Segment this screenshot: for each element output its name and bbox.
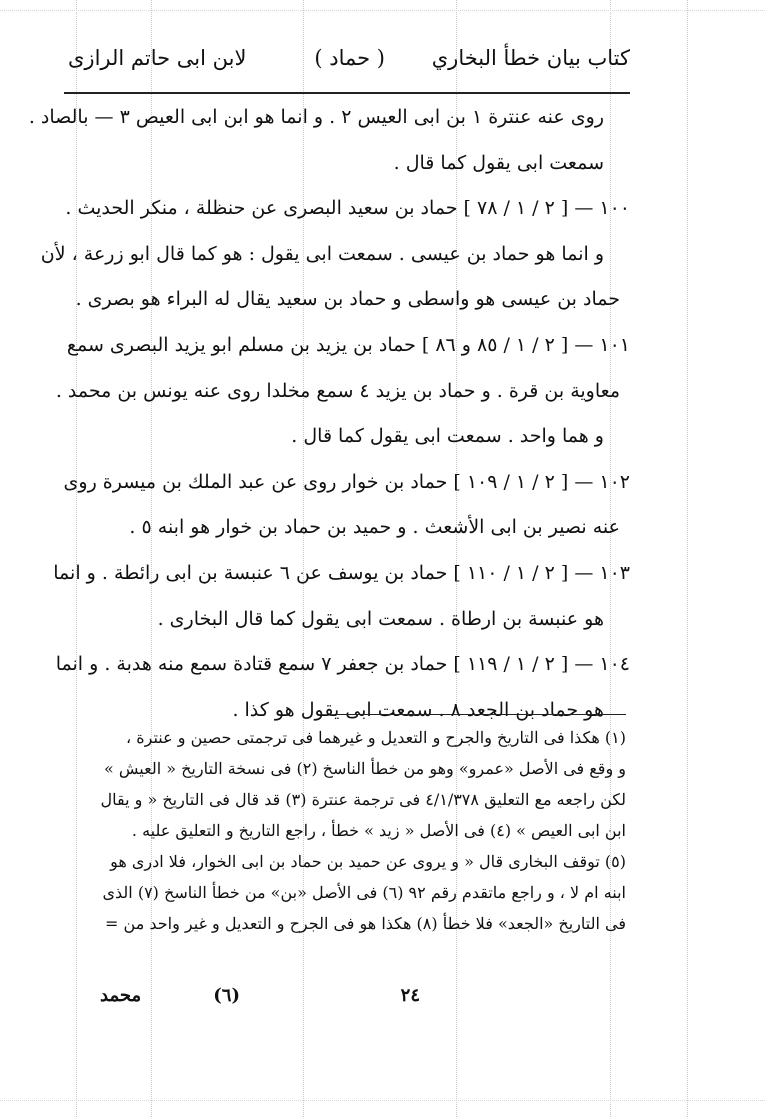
page-footer [100, 985, 530, 1019]
header-rule [64, 92, 630, 94]
entry-line: ١٠٤ — [ ٢ / ١ / ١١٩ ] حماد بن جعفر ٧ سمع قتادة سمع منه هدبة . و انما [55, 653, 630, 676]
text-line: هو حماد بن الجعد ٨ . سمعت ابى يقول هو كذا . [232, 698, 604, 721]
text-line: معاوية بن قرة . و حماد بن يزيد ٤ سمع مخلدا روى عنه يونس بن محمد . [55, 379, 620, 402]
signature-mark: (٦) [213, 985, 240, 1006]
footnote-line: (١) هكذا فى التاريخ والجرح و التعديل و غيرهما فى ترجمتى حصين و عنترة ، [126, 728, 626, 747]
footnote-line: ابنه ام لا ، و راجع ماتقدم رقم ٩٢ (٦) فى الأصل «بن» من خطأ الناسخ (٧) الذى [102, 883, 626, 902]
page-number: ٢٤ [400, 985, 420, 1006]
footnote-line: فى التاريخ «الجعد» فلا خطأ (٨) هكذا هو فى الجرح و التعديل و غير واحد من = [105, 914, 626, 933]
text-line: و هما واحد . سمعت ابى يقول كما قال . [291, 425, 604, 448]
entry-line: ١٠٣ — [ ٢ / ١ / ١١٠ ] حماد بن يوسف عن ٦ عنبسة بن ابى رائطة . و انما [53, 561, 630, 584]
text-line: و انما هو حماد بن عيسى . سمعت ابى يقول : هو كما قال ابو زرعة ، لأن [40, 242, 604, 265]
footnote-line: (٥) توقف البخارى قال « و يروى عن حميد بن حماد بن ابى الخوار، فلا ادرى هو [110, 852, 626, 871]
text-line: روى عنه عنترة ١ بن ابى العيس ٢ . و انما هو ابن ابى العيص ٣ — بالصاد . [28, 106, 604, 128]
text-line: حماد بن عيسى هو واسطى و حماد بن سعيد يقال له البراء هو بصرى . [75, 288, 620, 311]
guide-line [687, 0, 688, 1117]
footer-name: محمد [100, 985, 142, 1006]
section-label: ( حماد ) [314, 46, 385, 70]
entry-line: ١٠٢ — [ ٢ / ١ / ١٠٩ ] حماد بن خوار روى عن عبد الملك بن ميسرة روى [63, 470, 630, 493]
footnote-rule [336, 714, 626, 715]
book-title: كتاب بيان خطأ البخاري [431, 46, 630, 70]
footnotes [88, 722, 626, 939]
text-line: سمعت ابى يقول كما قال . [393, 151, 604, 174]
main-text [28, 95, 630, 733]
text-line: هو عنبسة بن ارطاة . سمعت ابى يقول كما قال البخارى . [157, 607, 604, 630]
footnote-line: و وقع فى الأصل «عمرو» وهو من خطأ الناسخ (٢) فى نسخة التاريخ « العيش » [104, 759, 626, 778]
guide-line [0, 1100, 765, 1101]
guide-line [0, 10, 765, 11]
footnote-line: ابن ابى العيص » (٤) فى الأصل « زيد » خطأ ، راجع التاريخ و التعليق عليه . [131, 821, 626, 840]
footnote-line: لكن راجعه مع التعليق ٤/١/٣٧٨ فى ترجمة عنترة (٣) قد قال فى التاريخ « و يقال [100, 790, 626, 809]
running-header [60, 38, 630, 80]
entry-line: ١٠٠ — [ ٢ / ١ / ٧٨ ] حماد بن سعيد البصرى عن حنظلة ، منكر الحديث . [65, 197, 630, 220]
text-line: عنه نصير بن ابى الأشعث . و حميد بن حماد بن خوار هو ابنه ٥ . [129, 516, 620, 539]
entry-line: ١٠١ — [ ٢ / ١ / ٨٥ و ٨٦ ] حماد بن يزيد بن مسلم ابو يزيد البصرى سمع [66, 333, 630, 356]
author-name: لابن ابى حاتم الرازى [68, 46, 247, 70]
